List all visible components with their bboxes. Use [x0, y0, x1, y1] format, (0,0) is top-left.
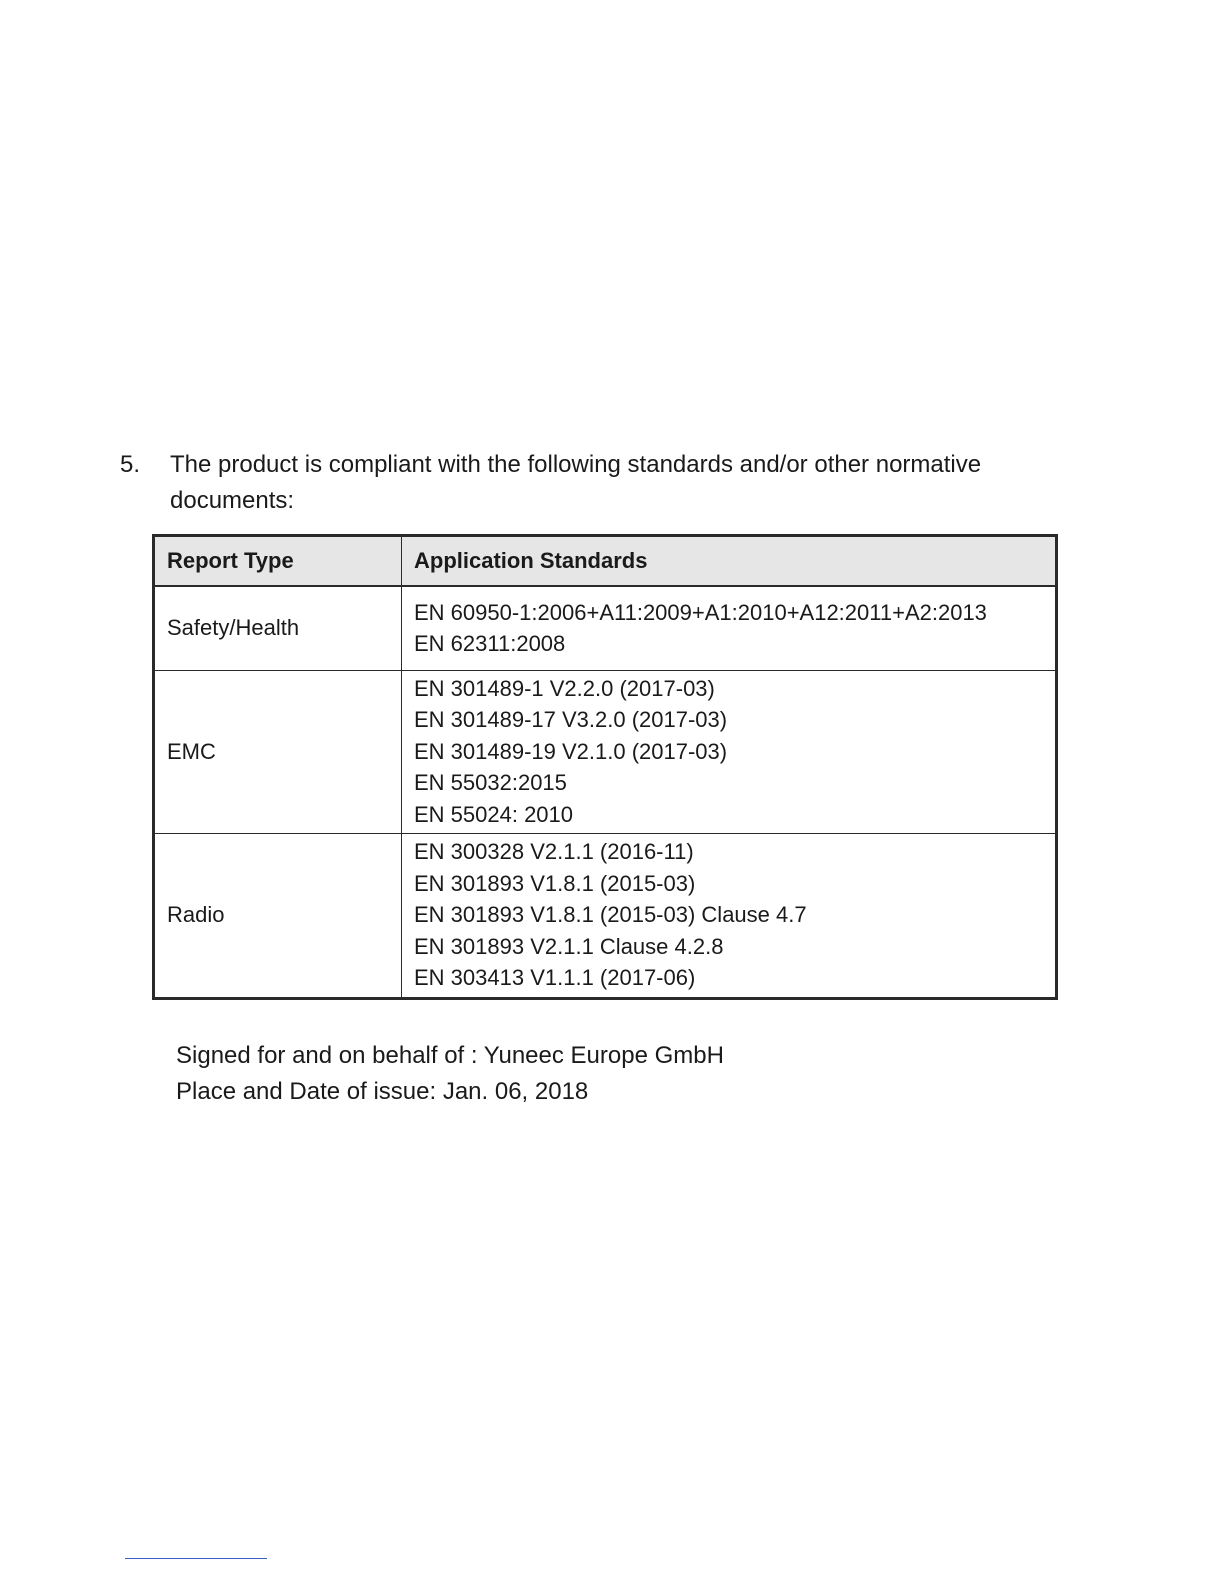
item-number: 5. [120, 451, 141, 478]
item-text: The product is compliant with the following standards and/or other normative documents: [170, 451, 982, 514]
compliance-item [120, 447, 1080, 519]
standard-line: EN 55032:2015 [414, 770, 567, 796]
table-row [154, 586, 1057, 670]
standard-line: EN 60950-1:2006+A11:2009+A1:2010+A12:2011+A2:2013 [414, 599, 987, 625]
standard-line: EN 300328 V2.1.1 (2016-11) [414, 839, 694, 865]
signature-block [176, 1038, 724, 1110]
standard-line: EN 301893 V2.1.1 Clause 4.2.8 [414, 933, 724, 959]
header-application-standards: Application Standards [402, 536, 1057, 587]
standards-cell [402, 670, 1057, 833]
standards-table [152, 534, 1058, 1000]
standard-line: EN 303413 V1.1.1 (2017-06) [414, 965, 696, 991]
standard-line: EN 301489-1 V2.2.0 (2017-03) [414, 675, 715, 701]
report-type-cell: Radio [154, 833, 402, 998]
table-row [154, 670, 1057, 833]
table-row [154, 833, 1057, 998]
standard-line: EN 55024: 2010 [414, 801, 574, 827]
footer-rule [125, 1558, 267, 1559]
report-type-cell: Safety/Health [154, 586, 402, 670]
standard-line: EN 301893 V1.8.1 (2015-03) Clause 4.7 [414, 902, 807, 928]
standard-line: EN 301489-19 V2.1.0 (2017-03) [414, 738, 728, 764]
signed-line: Signed for and on behalf of : Yuneec Europe GmbH [176, 1042, 724, 1069]
standards-cell [402, 833, 1057, 998]
standard-line: EN 301489-17 V3.2.0 (2017-03) [414, 707, 728, 733]
standard-line: EN 301893 V1.8.1 (2015-03) [414, 870, 696, 896]
standards-cell [402, 586, 1057, 670]
issue-date-line: Place and Date of issue: Jan. 06, 2018 [176, 1078, 589, 1105]
header-report-type: Report Type [154, 536, 402, 587]
report-type-cell: EMC [154, 670, 402, 833]
table-header-row [154, 536, 1057, 587]
standard-line: EN 62311:2008 [414, 631, 566, 657]
